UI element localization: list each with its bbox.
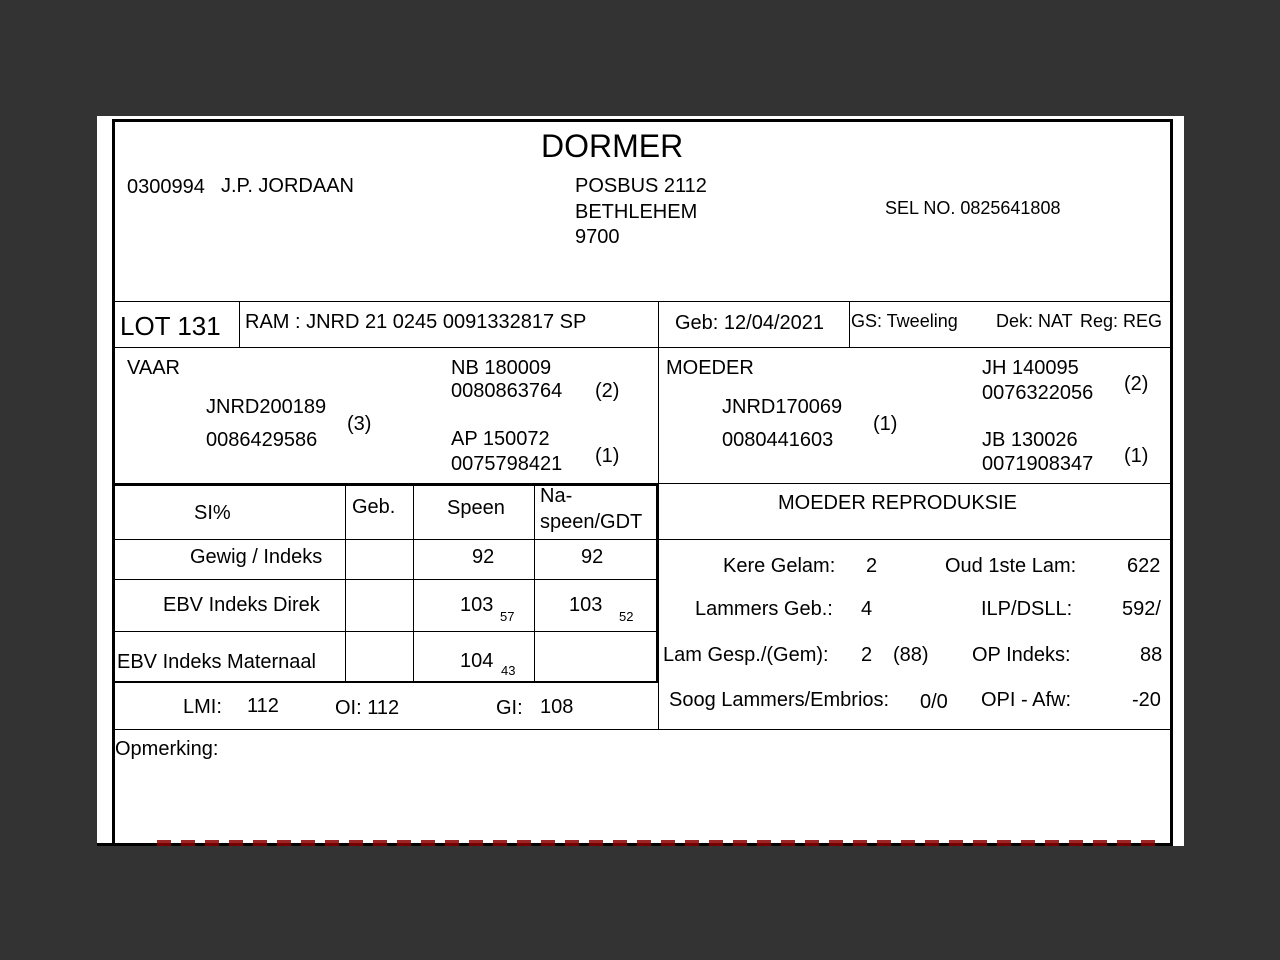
- nursed-label: Soog Lammers/Embrios:: [669, 689, 890, 711]
- dam-id: JNRD170069: [722, 396, 843, 418]
- sire-label: VAAR: [127, 357, 180, 379]
- nursed-value: 0/0: [920, 691, 948, 713]
- si-header: SI%: [194, 502, 231, 524]
- birth-date: Geb: 12/04/2021: [675, 312, 825, 334]
- ebv-maternal-label: EBV Indeks Maternaal: [117, 651, 316, 673]
- dam-dam-id: JB 130026: [982, 429, 1078, 451]
- lambings-value: 2: [866, 555, 878, 577]
- registration: Reg: REG: [1080, 311, 1163, 331]
- remarks-label: Opmerking:: [115, 738, 219, 760]
- naspeen-header-line2: speen/GDT: [540, 511, 643, 533]
- sire-sire-reg: 0080863764: [451, 380, 563, 402]
- owner-name: J.P. JORDAAN: [221, 175, 354, 197]
- ebv-maternal-speen: 104: [460, 650, 494, 672]
- ebv-direct-naspeen: 103: [569, 594, 603, 616]
- sire-sire-count: (2): [595, 380, 620, 402]
- lot-number: LOT 131: [120, 311, 221, 341]
- lmi-label: LMI:: [183, 696, 222, 718]
- sire-count: (3): [347, 413, 372, 435]
- weight-index-label: Gewig / Indeks: [190, 546, 323, 568]
- lambs-born-value: 4: [861, 598, 873, 620]
- dam-sire-reg: 0076322056: [982, 382, 1094, 404]
- divider-repro-head: [658, 539, 1172, 540]
- cutoff-red-text: [157, 840, 1157, 846]
- ilp-value: 592/: [1122, 598, 1161, 620]
- oi-value: OI: 112: [335, 697, 400, 719]
- dam-count: (1): [873, 413, 898, 435]
- divider-header: [114, 301, 1172, 302]
- border-top: [112, 119, 1173, 122]
- sire-reg: 0086429586: [206, 429, 318, 451]
- divider-table-bottom: [114, 681, 658, 683]
- vline-col3: [534, 485, 535, 682]
- first-lamb-age-value: 622: [1127, 555, 1161, 577]
- dam-sire-count: (2): [1124, 373, 1149, 395]
- lmi-value: 112: [247, 695, 279, 717]
- op-index-value: 88: [1140, 644, 1163, 666]
- vline-geb: [849, 302, 850, 348]
- ram-id: RAM : JNRD 21 0245 0091332817 SP: [245, 311, 587, 333]
- address-line2: BETHLEHEM: [575, 201, 698, 223]
- dam-dam-count: (1): [1124, 445, 1149, 467]
- opi-deviation-label: OPI - Afw:: [981, 689, 1072, 711]
- birth-status: GS: Tweeling: [851, 311, 958, 331]
- vline-table-right: [656, 485, 658, 682]
- weaned-label: Lam Gesp./(Gem):: [663, 644, 829, 666]
- vline-col2: [413, 485, 414, 682]
- speen-header: Speen: [447, 497, 505, 519]
- weight-naspeen: 92: [581, 546, 604, 568]
- dam-reg: 0080441603: [722, 429, 834, 451]
- dam-sire-id: JH 140095: [982, 357, 1079, 379]
- ebv-direct-label: EBV Indeks Direk: [163, 594, 320, 616]
- address-line1: POSBUS 2112: [575, 175, 707, 197]
- opi-deviation-value: -20: [1132, 689, 1161, 711]
- border-left: [112, 119, 115, 845]
- geb-header: Geb.: [352, 496, 396, 518]
- sire-id: JNRD200189: [206, 396, 327, 418]
- border-right: [1170, 119, 1173, 845]
- repro-title: MOEDER REPRODUKSIE: [778, 492, 1017, 514]
- sire-dam-count: (1): [595, 445, 620, 467]
- ebv-direct-speen: 103: [460, 594, 494, 616]
- weight-speen: 92: [472, 546, 495, 568]
- vline-col1: [345, 485, 346, 682]
- gi-value: 108: [540, 696, 574, 718]
- ilp-label: ILP/DSLL:: [981, 598, 1073, 620]
- sire-dam-reg: 0075798421: [451, 453, 563, 475]
- lot-card: [97, 116, 1184, 846]
- naspeen-header-line1: Na-: [540, 485, 573, 507]
- ebv-direct-naspeen-acc: 52: [619, 609, 634, 624]
- lambs-born-label: Lammers Geb.:: [695, 598, 833, 620]
- mating: Dek: NAT: [996, 311, 1073, 331]
- ebv-maternal-speen-acc: 43: [501, 663, 516, 678]
- sel-number: SEL NO. 0825641808: [885, 198, 1061, 218]
- address-line3: 9700: [575, 226, 620, 248]
- weaned-average: (88): [893, 644, 929, 666]
- dam-label: MOEDER: [666, 357, 754, 379]
- lambings-label: Kere Gelam:: [723, 555, 836, 577]
- divider-lot: [114, 347, 1172, 348]
- vline-lot: [239, 302, 240, 348]
- first-lamb-age-label: Oud 1ste Lam:: [945, 555, 1077, 577]
- sire-dam-id: AP 150072: [451, 428, 550, 450]
- op-index-label: OP Indeks:: [972, 644, 1071, 666]
- ebv-direct-speen-acc: 57: [500, 609, 515, 624]
- vline-ram: [658, 302, 659, 730]
- sire-sire-id: NB 180009: [451, 357, 552, 379]
- breed-title: DORMER: [541, 128, 684, 164]
- divider-table-top: [114, 484, 658, 486]
- owner-id: 0300994: [127, 176, 205, 198]
- divider-table-head: [114, 539, 658, 540]
- divider-indices: [114, 729, 1172, 730]
- gi-label: GI:: [496, 697, 523, 719]
- weaned-value: 2: [861, 644, 873, 666]
- dam-dam-reg: 0071908347: [982, 453, 1094, 475]
- divider-row1: [114, 579, 658, 580]
- divider-row2: [114, 631, 658, 632]
